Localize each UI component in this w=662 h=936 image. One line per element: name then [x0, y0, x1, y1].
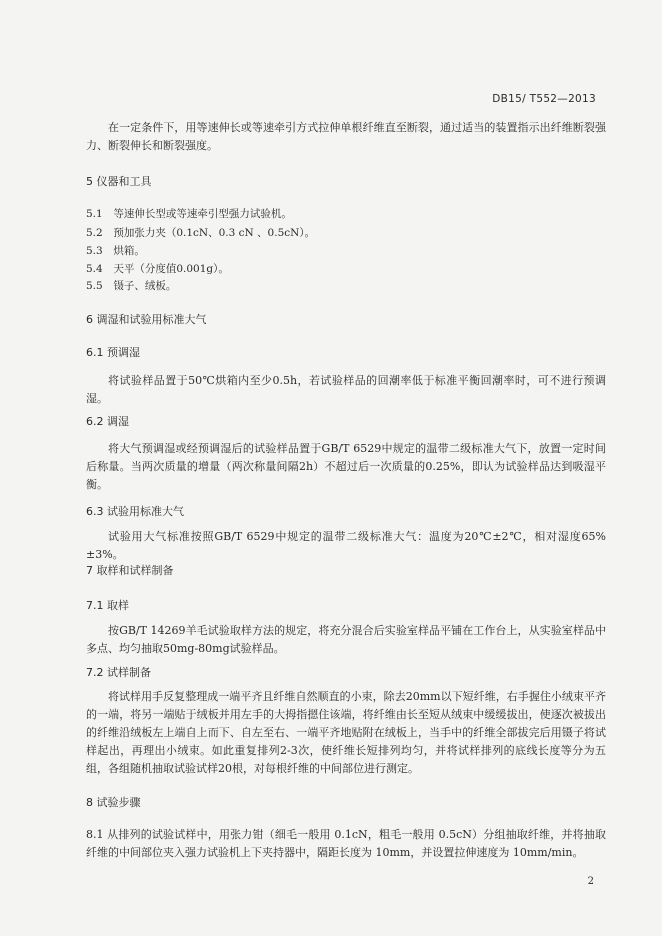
section-8-heading: 8 试验步骤 [86, 796, 141, 809]
item-number: 5.5 [86, 280, 103, 292]
list-item [86, 277, 176, 295]
section-6-3-heading: 6.3 试验用标准大气 [86, 505, 184, 518]
section-7-1-text: 按GB/T 14269羊毛试验取样方法的规定，将充分混合后实验室样品平铺在工作台上，从实验室样品中多点、均匀抽取50mg-80mg试验样品。 [86, 624, 606, 655]
section-7-heading: 7 取样和试样制备 [86, 564, 174, 577]
intro-paragraph: 在一定条件下，用等速伸长或等速牵引方式拉伸单根纤维直至断裂，通过适当的装置指示出纤维断裂强力、断裂伸长和断裂强度。 [86, 121, 606, 152]
section-6-2-text: 将大气预调湿或经预调湿后的试验样品置于GB/T 6529中规定的温带二级标准大气下，放置一定时间后称量。当两次质量的增量（两次称量间隔2h）不超过后一次质量的0.25%，即认为试验样品达到吸湿平衡。 [86, 442, 606, 491]
item-text: 预加张力夹（0.1cN、0.3 cN 、0.5cN）。 [113, 227, 316, 239]
list-item [86, 205, 292, 223]
standard-code: DB15/ T552—2013 [492, 93, 596, 105]
item-text: 烘箱。 [113, 245, 145, 257]
section-6-1-text: 将试验样品置于50℃烘箱内至少0.5h，若试验样品的回潮率低于标准平衡回潮率时，可不进行预调湿。 [86, 374, 606, 405]
item-number: 5.2 [86, 227, 103, 239]
section-7-2-text: 将试样用手反复整理成一端平齐且纤维自然顺直的小束，除去20mm以下短纤维，右手握住小绒束平齐的一端，将另一端贴于绒板并用左手的大拇指摁住该端，将纤维由长至短从绒束中缓缓拔出，使逐次被拔出的纤维沿绒板左上端自上而下、自左至右、一端平齐地贴附在绒板上，当手中的纤维全部拔完后用镊子将试样起出，再理出小绒束。如此重复排列2-3次，使纤维长短排列均匀，并将试样排列的底线长度等分为五组，各组随机抽取试验试样20根，对每根纤维的中间部位进行测定。 [86, 690, 606, 775]
item-number: 5.1 [86, 208, 103, 220]
list-item [86, 224, 315, 242]
item-text: 等速伸长型或等速牵引型强力试验机。 [113, 208, 292, 220]
list-item [86, 260, 229, 278]
section-6-1-heading: 6.1 预调湿 [86, 346, 140, 359]
section-8-1-text: 8.1 从排列的试验试样中，用张力钳（细毛一般用 0.1cN，粗毛一般用 0.5cN）分组抽取纤维，并将抽取纤维的中间部位夹入强力试验机上下夹持器中，隔距长度为 10mm，并设置拉伸速度为 10mm/min。 [86, 828, 606, 859]
section-6-2-heading: 6.2 调湿 [86, 415, 129, 428]
page-number: 2 [587, 876, 594, 887]
section-6-heading: 6 调湿和试验用标准大气 [86, 313, 207, 326]
section-5-heading: 5 仪器和工具 [86, 175, 152, 188]
item-number: 5.4 [86, 263, 103, 275]
list-item [86, 242, 145, 260]
item-text: 天平（分度值0.001g）。 [113, 263, 229, 275]
section-7-2-heading: 7.2 试样制备 [86, 666, 151, 679]
section-6-3-text: 试验用大气标准按照GB/T 6529中规定的温带二级标准大气：温度为20℃±2℃，相对湿度65%±3%。 [86, 530, 606, 561]
item-text: 镊子、绒板。 [113, 280, 177, 292]
section-7-1-heading: 7.1 取样 [86, 599, 129, 612]
item-number: 5.3 [86, 245, 103, 257]
